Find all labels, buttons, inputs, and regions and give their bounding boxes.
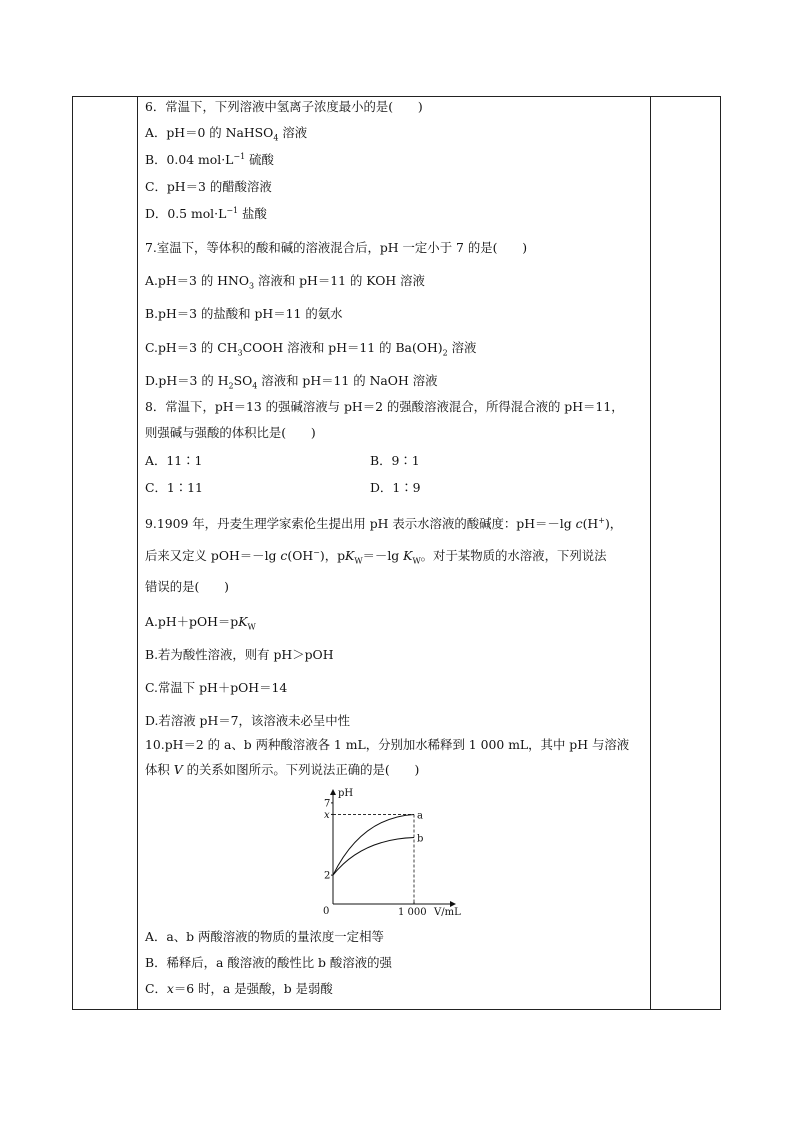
series-b-curve bbox=[333, 838, 414, 876]
q9-stem-line3: 错误的是( ) bbox=[145, 579, 230, 594]
chart-svg bbox=[318, 786, 468, 916]
table-divider-left bbox=[137, 96, 138, 1010]
q8-stem-line1: 8．常温下，pH＝13 的强碱溶液与 pH＝2 的强酸溶液混合，所得混合液的 pH＝11， bbox=[145, 399, 624, 414]
q9-stem-line1: 9.1909 年，丹麦生理学家索伦生提出用 pH 表示水溶液的酸碱度：pH＝－lg c(H+)， bbox=[145, 515, 623, 531]
q10-stem-line2: 体积 V 的关系如图所示。下列说法正确的是( ) bbox=[145, 762, 420, 777]
q7-option-d: D.pH＝3 的 $H_2SO_4$ 溶液和 pH＝11 的 NaOH 溶液 bbox=[145, 373, 438, 391]
q9-option-b: B.若为酸性溶液，则有 pH＞pOH bbox=[145, 647, 334, 662]
q8-option-b: B．9∶1 bbox=[370, 453, 420, 468]
ph-volume-chart bbox=[318, 786, 468, 916]
q9-option-a: $A.pH+pOH=pK_W$ bbox=[145, 614, 256, 632]
tick-y-2: 2 bbox=[324, 870, 331, 882]
q8-option-c: C．1∶11 bbox=[145, 480, 203, 495]
q9-stem-line2: 后来又定义 pOH＝－lg c(OH−)，$pK_W=-\lg$ $K_W$。对于某物质的水溶液，下列说法 bbox=[145, 547, 607, 566]
series-a-label: a bbox=[417, 810, 423, 822]
q7-option-a: A.pH＝3 的 $HNO_3$ 溶液和 pH＝11 的 KOH 溶液 bbox=[145, 273, 425, 291]
q6-option-a: A．pH＝0 的 NaHSO$_4$ 溶液 bbox=[145, 125, 308, 143]
q6-stem: 6．常温下，下列溶液中氢离子浓度最小的是( ) bbox=[145, 99, 423, 114]
q8-stem-line2: 则强碱与强酸的体积比是( ) bbox=[145, 425, 316, 440]
q7-option-c: C.pH＝3 的 $CH_3COOH$ 溶液和 pH＝11 的 $Ba(OH)_2$ 溶液 bbox=[145, 340, 477, 358]
tick-y-7: 7 bbox=[324, 798, 331, 810]
q6-option-b: B．0.04 $mol\cdot L^{-1}$ 硫酸 bbox=[145, 151, 274, 167]
q6-option-c: C．pH＝3 的醋酸溶液 bbox=[145, 179, 272, 194]
x-axis-label: V/mL bbox=[434, 907, 461, 916]
q7-stem: 7.室温下，等体积的酸和碱的溶液混合后，pH 一定小于 7 的是( ) bbox=[145, 240, 528, 255]
q10-option-a: A．a、b 两酸溶液的物质的量浓度一定相等 bbox=[145, 929, 384, 944]
q10-option-c: C．x＝6 时，a 是强酸，b 是弱酸 bbox=[145, 981, 333, 996]
series-b-label: b bbox=[417, 833, 424, 845]
q9-option-d: D.若溶液 pH＝7，该溶液未必呈中性 bbox=[145, 713, 351, 728]
q8-option-a: A．11∶1 bbox=[145, 453, 203, 468]
q6-option-d: D．0.5 $mol\cdot L^{-1}$ 盐酸 bbox=[145, 205, 267, 221]
q10-option-b: B．稀释后，a 酸溶液的酸性比 b 酸溶液的强 bbox=[145, 955, 392, 970]
y-axis-label: pH bbox=[338, 788, 354, 799]
q9-option-c: C.常温下 pH＋pOH＝14 bbox=[145, 680, 288, 695]
table-divider-right bbox=[650, 96, 651, 1010]
tick-y-x: x bbox=[324, 809, 330, 821]
tick-x-1000: 1 000 bbox=[398, 907, 427, 916]
chart-marks bbox=[324, 798, 423, 904]
tick-x-0: 0 bbox=[323, 906, 330, 916]
q10-stem-line1: 10.pH＝2 的 a、b 两种酸溶液各 1 mL，分别加水稀释到 1 000 mL，其中 pH 与溶液 bbox=[145, 737, 630, 752]
q7-option-b: B.pH＝3 的盐酸和 pH＝11 的氨水 bbox=[145, 306, 343, 321]
q8-option-d: D．1∶9 bbox=[370, 480, 421, 495]
